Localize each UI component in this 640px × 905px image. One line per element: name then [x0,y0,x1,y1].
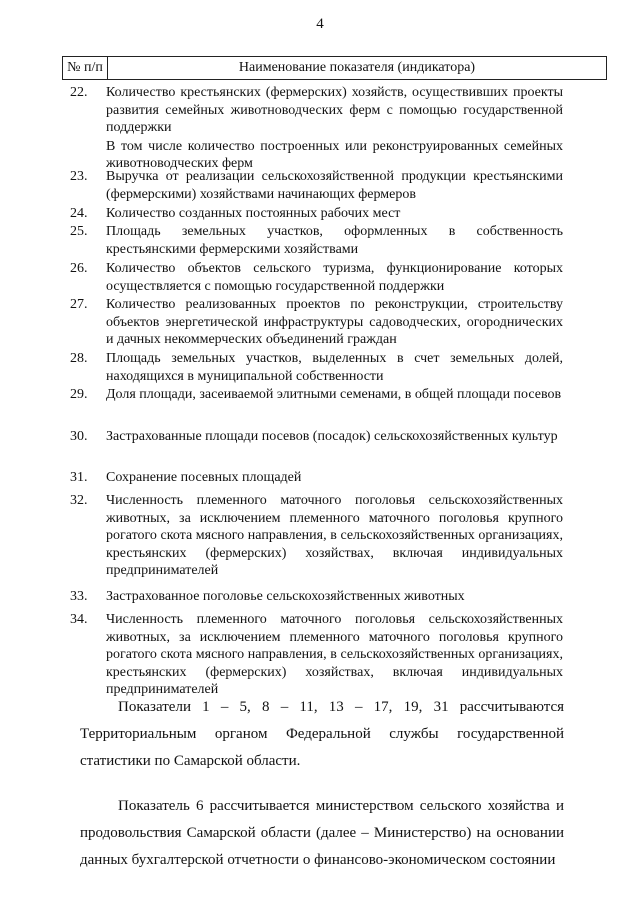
table-row [70,588,570,611]
table-row [70,84,570,171]
table-row [70,611,570,703]
row-text: Сохранение посевных площадей [106,470,302,485]
row-number: 24. [70,206,88,221]
indicator-list [70,84,570,703]
row-text [106,84,563,171]
table-row [70,205,570,223]
table-row [70,428,570,469]
body-paragraph: Показатели 1 – 5, 8 – 11, 13 – 17, 19, 31 рассчитываются Территориальным органом Федеральной службы государственной статистики по Самарской области. [80,699,564,769]
row-paragraph: Количество крестьянских (фермерских) хозяйств, осуществивших проекты развития семейных животноводческих ферм с помощью государственной поддержки [106,85,563,135]
row-number: 23. [70,169,88,184]
table-row [70,386,570,428]
table-row [70,492,570,588]
row-text: Количество созданных постоянных рабочих мест [106,206,401,221]
body-paragraph: Показатель 6 рассчитывается министерством сельского хозяйства и продовольствия Самарской области (далее – Министерство) на основании данных бухгалтерской отчетности о финансово-экономическом состоянии [80,798,564,868]
table-row [70,260,570,296]
row-number: 32. [70,493,88,508]
row-number: 33. [70,589,88,604]
row-number: 31. [70,470,88,485]
row-text: Количество реализованных проектов по реконструкции, строительству объектов энергетической инфраструктуры садоводческих, огороднических и дачных некоммерческих объединений граждан [106,297,563,347]
header-col-name: Наименование показателя (индикатора) [238,60,476,75]
page-number: 4 [316,16,324,32]
row-text: Численность племенного маточного поголовья сельскохозяйственных животных, за исключением племенного маточного поголовья крупного рогатого скота мясного направления, в сельскохозяйственных организациях, крестьянских (фермерских) хозяйствах, включая индивидуальных предпринимателей [106,493,563,578]
table-row [70,296,570,350]
row-text: Площадь земельных участков, оформленных в собственность крестьянскими фермерскими хозяйствами [106,224,563,257]
table-row [70,168,570,205]
row-text: Выручка от реализации сельскохозяйственной продукции крестьянскими (фермерскими) хозяйствами начинающих фермеров [106,169,563,202]
row-number: 22. [70,85,88,100]
row-text: Застрахованные площади посевов (посадок) сельскохозяйственных культур [106,429,558,444]
row-number: 25. [70,224,88,239]
row-text: Количество объектов сельского туризма, функционирование которых осуществляется с помощью государственной поддержки [106,261,563,294]
row-number: 26. [70,261,88,276]
row-number: 27. [70,297,88,312]
table-header [62,56,607,80]
row-text: Доля площади, засеиваемой элитными семенами, в общей площади посевов [106,387,562,402]
row-number: 34. [70,612,88,627]
row-number: 30. [70,429,88,444]
row-number: 28. [70,351,88,366]
header-col-number: № п/п [63,57,108,79]
table-row [70,469,570,492]
table-row [70,223,570,260]
row-text: Застрахованное поголовье сельскохозяйственных животных [106,589,465,604]
row-text: Площадь земельных участков, выделенных в счет земельных долей, находящихся в муниципальной собственности [106,351,563,384]
row-number: 29. [70,387,88,402]
row-paragraph: В том числе количество построенных или реконструированных семейных животноводческих ферм [106,138,563,171]
table-row [70,350,570,386]
row-text: Численность племенного маточного поголовья сельскохозяйственных животных, за исключением племенного маточного поголовья крупного рогатого скота мясного направления, в сельскохозяйственных организациях, крестьянских (фермерских) хозяйствах, включая индивидуальных предпринимателей [106,612,563,697]
